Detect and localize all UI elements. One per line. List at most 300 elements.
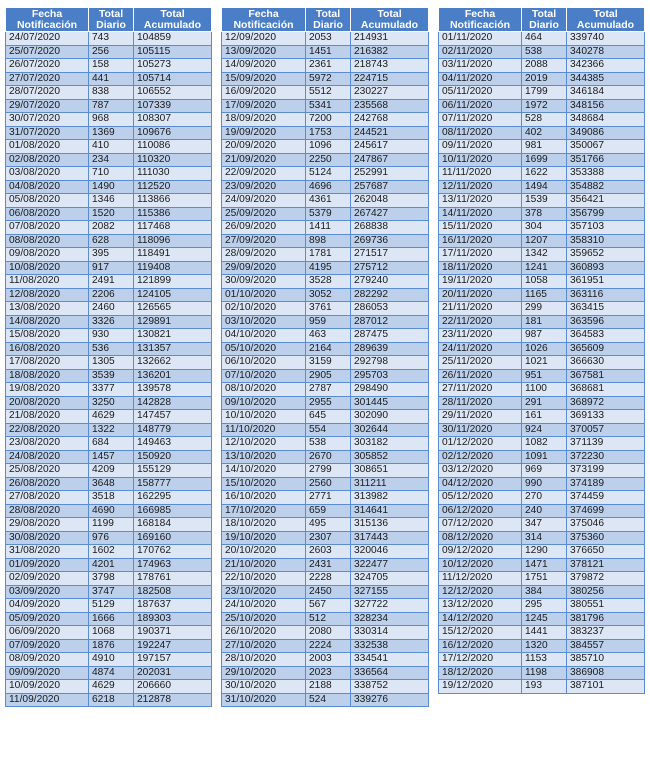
table-row (439, 545, 645, 559)
cell-total-acumulado: 206660 (134, 680, 212, 694)
table-row (439, 302, 645, 316)
cell-total-acumulado: 385710 (567, 653, 645, 667)
table-row (222, 531, 429, 545)
table-row (439, 45, 645, 59)
cell-fecha: 03/08/2020 (6, 167, 89, 181)
cell-total-acumulado: 129891 (134, 315, 212, 329)
cell-total-diario: 2250 (306, 153, 351, 167)
cell-fecha: 11/09/2020 (6, 693, 89, 707)
cell-total-diario: 976 (89, 531, 134, 545)
cell-total-diario: 1799 (522, 86, 567, 100)
header-total-diario: Total Diario (89, 8, 134, 32)
cell-total-acumulado: 356421 (567, 194, 645, 208)
table-row (439, 585, 645, 599)
table-row (222, 221, 429, 235)
cell-total-diario: 1342 (522, 248, 567, 262)
cell-total-diario: 2224 (306, 639, 351, 653)
cell-fecha: 08/09/2020 (6, 653, 89, 667)
cell-total-diario: 3761 (306, 302, 351, 316)
header-fecha: Fecha Notificación (6, 8, 89, 32)
cell-total-acumulado: 235568 (351, 99, 429, 113)
cell-total-acumulado: 192247 (134, 639, 212, 653)
cell-total-acumulado: 197157 (134, 653, 212, 667)
table-row (222, 518, 429, 532)
cell-total-diario: 628 (89, 234, 134, 248)
cell-total-acumulado: 292798 (351, 356, 429, 370)
cell-total-acumulado: 373199 (567, 464, 645, 478)
cell-fecha: 05/11/2020 (439, 86, 522, 100)
table-row (439, 275, 645, 289)
cell-fecha: 24/07/2020 (6, 32, 89, 46)
cell-fecha: 28/10/2020 (222, 653, 306, 667)
table-row (222, 680, 429, 694)
cell-total-diario: 3539 (89, 369, 134, 383)
cell-fecha: 08/08/2020 (6, 234, 89, 248)
cell-total-diario: 528 (522, 113, 567, 127)
header-total-acumulado: Total Acumulado (567, 8, 645, 32)
cell-fecha: 19/10/2020 (222, 531, 306, 545)
cell-total-diario: 234 (89, 153, 134, 167)
cell-total-acumulado: 369133 (567, 410, 645, 424)
cell-fecha: 08/10/2020 (222, 383, 306, 397)
cell-total-acumulado: 110086 (134, 140, 212, 154)
cell-total-acumulado: 279240 (351, 275, 429, 289)
table-row (6, 221, 212, 235)
table-row (6, 531, 212, 545)
cases-table-1 (5, 7, 212, 707)
cell-total-diario: 1091 (522, 450, 567, 464)
cell-total-acumulado: 346184 (567, 86, 645, 100)
table-row (222, 491, 429, 505)
cell-fecha: 09/10/2020 (222, 396, 306, 410)
cell-total-acumulado: 224715 (351, 72, 429, 86)
table-row (6, 423, 212, 437)
table-row (6, 626, 212, 640)
cell-total-diario: 1100 (522, 383, 567, 397)
cell-fecha: 12/11/2020 (439, 180, 522, 194)
cell-fecha: 09/08/2020 (6, 248, 89, 262)
table-row (222, 396, 429, 410)
cell-total-diario: 1058 (522, 275, 567, 289)
table-row (222, 639, 429, 653)
table-row (439, 356, 645, 370)
cell-total-diario: 1026 (522, 342, 567, 356)
cell-fecha: 15/08/2020 (6, 329, 89, 343)
cell-total-diario: 4696 (306, 180, 351, 194)
cell-total-acumulado: 170762 (134, 545, 212, 559)
cell-total-diario: 2491 (89, 275, 134, 289)
cell-total-acumulado: 339740 (567, 32, 645, 46)
cell-total-diario: 402 (522, 126, 567, 140)
cell-total-diario: 1876 (89, 639, 134, 653)
cell-total-diario: 4209 (89, 464, 134, 478)
cell-fecha: 18/10/2020 (222, 518, 306, 532)
cell-total-diario: 5129 (89, 599, 134, 613)
cell-total-diario: 3528 (306, 275, 351, 289)
cell-fecha: 30/09/2020 (222, 275, 306, 289)
cell-total-acumulado: 139578 (134, 383, 212, 397)
table-row (439, 518, 645, 532)
cell-total-diario: 3159 (306, 356, 351, 370)
table-row (439, 194, 645, 208)
cell-fecha: 16/08/2020 (6, 342, 89, 356)
cell-fecha: 30/08/2020 (6, 531, 89, 545)
table-row (6, 518, 212, 532)
cell-fecha: 29/07/2020 (6, 99, 89, 113)
cell-fecha: 10/09/2020 (6, 680, 89, 694)
cell-fecha: 16/12/2020 (439, 639, 522, 653)
cell-fecha: 31/08/2020 (6, 545, 89, 559)
cell-total-acumulado: 182508 (134, 585, 212, 599)
cell-total-acumulado: 338752 (351, 680, 429, 694)
cell-fecha: 30/11/2020 (439, 423, 522, 437)
table-row (222, 99, 429, 113)
cell-total-diario: 6218 (89, 693, 134, 707)
cell-total-acumulado: 313982 (351, 491, 429, 505)
cell-total-acumulado: 118096 (134, 234, 212, 248)
cell-total-diario: 659 (306, 504, 351, 518)
table-row (439, 491, 645, 505)
cell-fecha: 03/09/2020 (6, 585, 89, 599)
cell-total-acumulado: 368972 (567, 396, 645, 410)
cell-total-diario: 5972 (306, 72, 351, 86)
table-row (222, 450, 429, 464)
cell-total-diario: 3648 (89, 477, 134, 491)
cell-total-diario: 1305 (89, 356, 134, 370)
cell-total-diario: 930 (89, 329, 134, 343)
cell-total-diario: 1699 (522, 153, 567, 167)
table-row (222, 315, 429, 329)
table-row (439, 423, 645, 437)
cell-total-acumulado: 245617 (351, 140, 429, 154)
cell-total-acumulado: 148779 (134, 423, 212, 437)
table-row (6, 477, 212, 491)
cell-total-diario: 987 (522, 329, 567, 343)
cell-total-acumulado: 149463 (134, 437, 212, 451)
cell-total-acumulado: 351766 (567, 153, 645, 167)
table-row (6, 450, 212, 464)
cell-fecha: 11/11/2020 (439, 167, 522, 181)
cell-total-diario: 1490 (89, 180, 134, 194)
cell-total-acumulado: 168184 (134, 518, 212, 532)
cell-total-diario: 291 (522, 396, 567, 410)
cell-fecha: 19/09/2020 (222, 126, 306, 140)
cell-total-acumulado: 110320 (134, 153, 212, 167)
cell-total-acumulado: 387101 (567, 680, 645, 694)
cell-total-diario: 1346 (89, 194, 134, 208)
cell-total-acumulado: 363596 (567, 315, 645, 329)
table-row (6, 302, 212, 316)
cell-fecha: 17/12/2020 (439, 653, 522, 667)
cell-fecha: 16/09/2020 (222, 86, 306, 100)
cell-fecha: 02/09/2020 (6, 572, 89, 586)
table-row (439, 207, 645, 221)
cell-fecha: 19/08/2020 (6, 383, 89, 397)
cell-total-acumulado: 257687 (351, 180, 429, 194)
table-row (222, 356, 429, 370)
cell-total-acumulado: 126565 (134, 302, 212, 316)
table-row (439, 572, 645, 586)
table-row (6, 86, 212, 100)
cell-fecha: 22/08/2020 (6, 423, 89, 437)
cell-fecha: 09/12/2020 (439, 545, 522, 559)
table-row (439, 342, 645, 356)
cell-total-diario: 495 (306, 518, 351, 532)
cell-total-acumulado: 384557 (567, 639, 645, 653)
cell-fecha: 18/11/2020 (439, 261, 522, 275)
cell-fecha: 12/08/2020 (6, 288, 89, 302)
cell-total-diario: 256 (89, 45, 134, 59)
table-row (439, 126, 645, 140)
cell-total-diario: 4195 (306, 261, 351, 275)
table-row (222, 383, 429, 397)
cell-total-acumulado: 267427 (351, 207, 429, 221)
cell-total-diario: 1471 (522, 558, 567, 572)
cell-total-diario: 1165 (522, 288, 567, 302)
cell-total-diario: 838 (89, 86, 134, 100)
table-row (439, 261, 645, 275)
header-row (222, 8, 429, 32)
table-row (222, 72, 429, 86)
cell-fecha: 07/11/2020 (439, 113, 522, 127)
cell-fecha: 01/09/2020 (6, 558, 89, 572)
cell-total-diario: 1602 (89, 545, 134, 559)
cell-total-acumulado: 311211 (351, 477, 429, 491)
table-row (6, 126, 212, 140)
cell-total-acumulado: 130821 (134, 329, 212, 343)
cell-fecha: 28/11/2020 (439, 396, 522, 410)
cell-fecha: 30/07/2020 (6, 113, 89, 127)
cell-fecha: 25/08/2020 (6, 464, 89, 478)
cell-total-acumulado: 113866 (134, 194, 212, 208)
cell-total-acumulado: 131357 (134, 342, 212, 356)
header-fecha: Fecha Notificación (222, 8, 306, 32)
cell-total-acumulado: 364583 (567, 329, 645, 343)
cell-fecha: 28/08/2020 (6, 504, 89, 518)
header-total-acumulado: Total Acumulado (351, 8, 429, 32)
cell-total-acumulado: 107339 (134, 99, 212, 113)
cell-total-diario: 2787 (306, 383, 351, 397)
cell-fecha: 06/10/2020 (222, 356, 306, 370)
cell-fecha: 04/09/2020 (6, 599, 89, 613)
cell-fecha: 02/11/2020 (439, 45, 522, 59)
cell-fecha: 31/07/2020 (6, 126, 89, 140)
table-row (439, 140, 645, 154)
table-row (222, 248, 429, 262)
header-total-acumulado: Total Acumulado (134, 8, 212, 32)
cell-total-acumulado: 136201 (134, 369, 212, 383)
cell-fecha: 25/10/2020 (222, 612, 306, 626)
cell-fecha: 26/07/2020 (6, 59, 89, 73)
cell-fecha: 21/08/2020 (6, 410, 89, 424)
table-row (222, 234, 429, 248)
cell-fecha: 04/10/2020 (222, 329, 306, 343)
cell-fecha: 08/12/2020 (439, 531, 522, 545)
table-row (6, 140, 212, 154)
table-row (222, 32, 429, 46)
cell-total-acumulado: 320046 (351, 545, 429, 559)
cell-total-diario: 917 (89, 261, 134, 275)
table-row (222, 113, 429, 127)
table-row (6, 504, 212, 518)
table-row (6, 275, 212, 289)
cell-fecha: 18/08/2020 (6, 369, 89, 383)
cell-fecha: 19/12/2020 (439, 680, 522, 694)
cell-fecha: 17/11/2020 (439, 248, 522, 262)
cell-fecha: 17/10/2020 (222, 504, 306, 518)
cell-total-diario: 538 (522, 45, 567, 59)
table-row (439, 72, 645, 86)
cell-fecha: 13/09/2020 (222, 45, 306, 59)
table-row (222, 261, 429, 275)
cell-fecha: 26/09/2020 (222, 221, 306, 235)
cell-fecha: 12/12/2020 (439, 585, 522, 599)
table-row (6, 248, 212, 262)
cell-total-acumulado: 371139 (567, 437, 645, 451)
cell-total-acumulado: 269736 (351, 234, 429, 248)
table-row (439, 99, 645, 113)
cell-fecha: 14/08/2020 (6, 315, 89, 329)
table-row (222, 612, 429, 626)
cell-fecha: 30/10/2020 (222, 680, 306, 694)
cell-fecha: 06/08/2020 (6, 207, 89, 221)
cell-fecha: 16/10/2020 (222, 491, 306, 505)
cell-total-acumulado: 108307 (134, 113, 212, 127)
cell-total-diario: 1753 (306, 126, 351, 140)
cell-total-acumulado: 158777 (134, 477, 212, 491)
cell-total-acumulado: 330314 (351, 626, 429, 640)
table-row (439, 32, 645, 46)
cell-total-acumulado: 289639 (351, 342, 429, 356)
cell-total-acumulado: 178761 (134, 572, 212, 586)
cell-fecha: 06/09/2020 (6, 626, 89, 640)
table-row (6, 639, 212, 653)
cell-fecha: 17/09/2020 (222, 99, 306, 113)
table-row (439, 59, 645, 73)
cell-total-acumulado: 132662 (134, 356, 212, 370)
cell-total-acumulado: 187637 (134, 599, 212, 613)
table-row (6, 612, 212, 626)
cell-total-diario: 3747 (89, 585, 134, 599)
cell-fecha: 22/09/2020 (222, 167, 306, 181)
table-row (6, 680, 212, 694)
cell-total-diario: 1021 (522, 356, 567, 370)
header-total-diario: Total Diario (522, 8, 567, 32)
cell-total-acumulado: 376650 (567, 545, 645, 559)
cell-total-diario: 538 (306, 437, 351, 451)
table-row (439, 504, 645, 518)
cell-total-acumulado: 112520 (134, 180, 212, 194)
cell-total-diario: 2080 (306, 626, 351, 640)
cell-total-acumulado: 368681 (567, 383, 645, 397)
cell-total-diario: 787 (89, 99, 134, 113)
cell-total-diario: 2082 (89, 221, 134, 235)
cell-fecha: 20/10/2020 (222, 545, 306, 559)
cell-total-acumulado: 202031 (134, 666, 212, 680)
cell-total-acumulado: 174963 (134, 558, 212, 572)
table-body (6, 32, 212, 707)
table-row (6, 288, 212, 302)
cell-total-acumulado: 366630 (567, 356, 645, 370)
cell-total-diario: 710 (89, 167, 134, 181)
cell-total-acumulado: 166985 (134, 504, 212, 518)
cell-fecha: 06/11/2020 (439, 99, 522, 113)
cell-total-acumulado: 190371 (134, 626, 212, 640)
cell-total-acumulado: 214931 (351, 32, 429, 46)
table-row (222, 423, 429, 437)
cell-fecha: 01/08/2020 (6, 140, 89, 154)
cell-total-diario: 1322 (89, 423, 134, 437)
cell-total-diario: 2603 (306, 545, 351, 559)
cell-total-acumulado: 324705 (351, 572, 429, 586)
table-row (439, 626, 645, 640)
cell-total-acumulado: 359652 (567, 248, 645, 262)
cell-total-diario: 1153 (522, 653, 567, 667)
cell-total-acumulado: 336564 (351, 666, 429, 680)
table-row (439, 396, 645, 410)
cell-total-diario: 3798 (89, 572, 134, 586)
cell-total-diario: 4690 (89, 504, 134, 518)
cell-fecha: 08/11/2020 (439, 126, 522, 140)
cell-fecha: 04/11/2020 (439, 72, 522, 86)
cell-total-diario: 981 (522, 140, 567, 154)
cell-total-acumulado: 247867 (351, 153, 429, 167)
table-row (222, 275, 429, 289)
table-row (222, 140, 429, 154)
table-row (222, 626, 429, 640)
cell-total-diario: 4874 (89, 666, 134, 680)
table-row (222, 302, 429, 316)
table-row (6, 396, 212, 410)
cell-total-acumulado: 353388 (567, 167, 645, 181)
table-row (222, 59, 429, 73)
cell-total-acumulado: 252991 (351, 167, 429, 181)
table-row (222, 288, 429, 302)
table-body (439, 32, 645, 694)
cell-total-diario: 524 (306, 693, 351, 707)
cell-total-diario: 2019 (522, 72, 567, 86)
cell-fecha: 20/11/2020 (439, 288, 522, 302)
table-row (222, 585, 429, 599)
cell-total-diario: 4629 (89, 410, 134, 424)
table-row (439, 639, 645, 653)
cell-total-acumulado: 340278 (567, 45, 645, 59)
cell-total-acumulado: 327722 (351, 599, 429, 613)
cell-total-acumulado: 380256 (567, 585, 645, 599)
table-row (439, 234, 645, 248)
cell-total-diario: 240 (522, 504, 567, 518)
cell-fecha: 22/10/2020 (222, 572, 306, 586)
cell-total-acumulado: 379872 (567, 572, 645, 586)
table-row (222, 693, 429, 707)
table-row (6, 491, 212, 505)
cell-total-acumulado: 354882 (567, 180, 645, 194)
cell-fecha: 14/10/2020 (222, 464, 306, 478)
header-total-diario: Total Diario (306, 8, 351, 32)
table-row (439, 666, 645, 680)
table-row (6, 72, 212, 86)
cell-fecha: 10/11/2020 (439, 153, 522, 167)
cell-fecha: 29/10/2020 (222, 666, 306, 680)
cell-total-diario: 2307 (306, 531, 351, 545)
cell-total-diario: 295 (522, 599, 567, 613)
cell-total-acumulado: 361951 (567, 275, 645, 289)
table-row (222, 342, 429, 356)
cell-total-diario: 1411 (306, 221, 351, 235)
cell-total-acumulado: 111030 (134, 167, 212, 181)
cell-total-acumulado: 298490 (351, 383, 429, 397)
cell-total-acumulado: 357103 (567, 221, 645, 235)
